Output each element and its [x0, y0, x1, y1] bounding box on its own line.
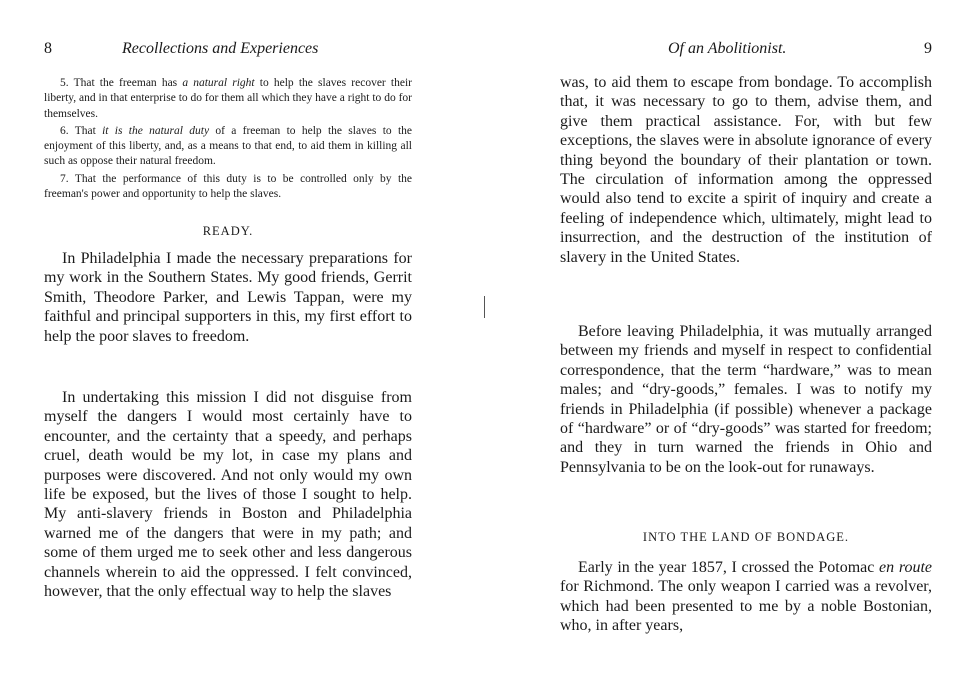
resolution-item: 6. That it is the natural duty of a freeman to help the slaves to the enjoyment of this liberty, and, as a means to that end, to aid them in killing all such as oppose their natural freedom. — [44, 124, 412, 168]
right-paragraph-3: Early in the year 1857, I crossed the Potomac en route for Richmond. The only weapon I carried was a revolver, which had been presented to me by a noble Bostonian, who, in after years, — [560, 559, 932, 635]
left-paragraph-2: In undertaking this mission I did not disguise from myself the dangers I would most certainly have to encounter, and the certainty that a speedy, and perhaps cruel, death would be my lot, in case my plans and purposes were discovered. And not only would my own life be exposed, but the lives of those I sought to help. My anti-slavery friends in Boston and Philadelphia warned me of the dangers that were in my path; and some of them urged me to seek other and less dangerous channels wherein to aid the oppressed. I felt convinced, however, that the only effectual way to help the slaves — [44, 389, 412, 601]
right-continuation-paragraph: was, to aid them to escape from bondage. To accomplish that, it was necessary to go to them, advise them, and give them practical assistance. For, with but few exceptions, the slaves were in absolute ignorance of every thing beyond the boundary of their plantation or town. The circulation of information among the oppressed would also tend to excite a spirit of inquiry and create a feeling of independence which, ultimately, might lead to insurrection, and the destruction of the institution of slavery in the United States. — [560, 74, 932, 266]
right-page-header — [560, 40, 932, 64]
section-heading-bondage: INTO THE LAND OF BONDAGE. — [642, 530, 850, 544]
resolution-item: 5. That the freeman has a natural right to help the slaves recover their liberty, and in that enterprise to do for them all which they have a right to do for themselves. — [44, 77, 412, 120]
left-page-header — [44, 40, 412, 64]
left-running-title: Recollections and Experiences — [122, 40, 319, 57]
section-heading-ready: READY. — [202, 224, 254, 238]
gutter-mark — [484, 296, 485, 318]
right-page-number: 9 — [924, 40, 932, 57]
left-paragraph-1: In Philadelphia I made the necessary preparations for my work in the Southern States. My good friends, Gerrit Smith, Theodore Parker, and Lewis Tappan, were my faithful and principal supporters in this, my first effort to help the poor slaves to freedom. — [44, 250, 412, 345]
left-page-number: 8 — [44, 40, 52, 57]
right-running-title: Of an Abolitionist. — [668, 40, 787, 57]
right-page — [560, 0, 932, 677]
right-paragraph-2: Before leaving Philadelphia, it was mutually arranged between my friends and myself in respect to confidential correspondence, that the term “hardware,” was to mean males; and “dry-goods,” females. I was to notify my friends in Philadelphia (if possible) whenever a package of “hardware” or of “dry-goods” was started for freedom; and they in turn warned the friends in Ohio and Pennsylvania to be on the look-out for runaways. — [560, 323, 932, 476]
resolution-item: 7. That the performance of this duty is to be controlled only by the freeman's power and opportunity to help the slaves. — [44, 172, 412, 201]
left-page — [44, 0, 412, 677]
resolutions-list — [44, 76, 412, 204]
